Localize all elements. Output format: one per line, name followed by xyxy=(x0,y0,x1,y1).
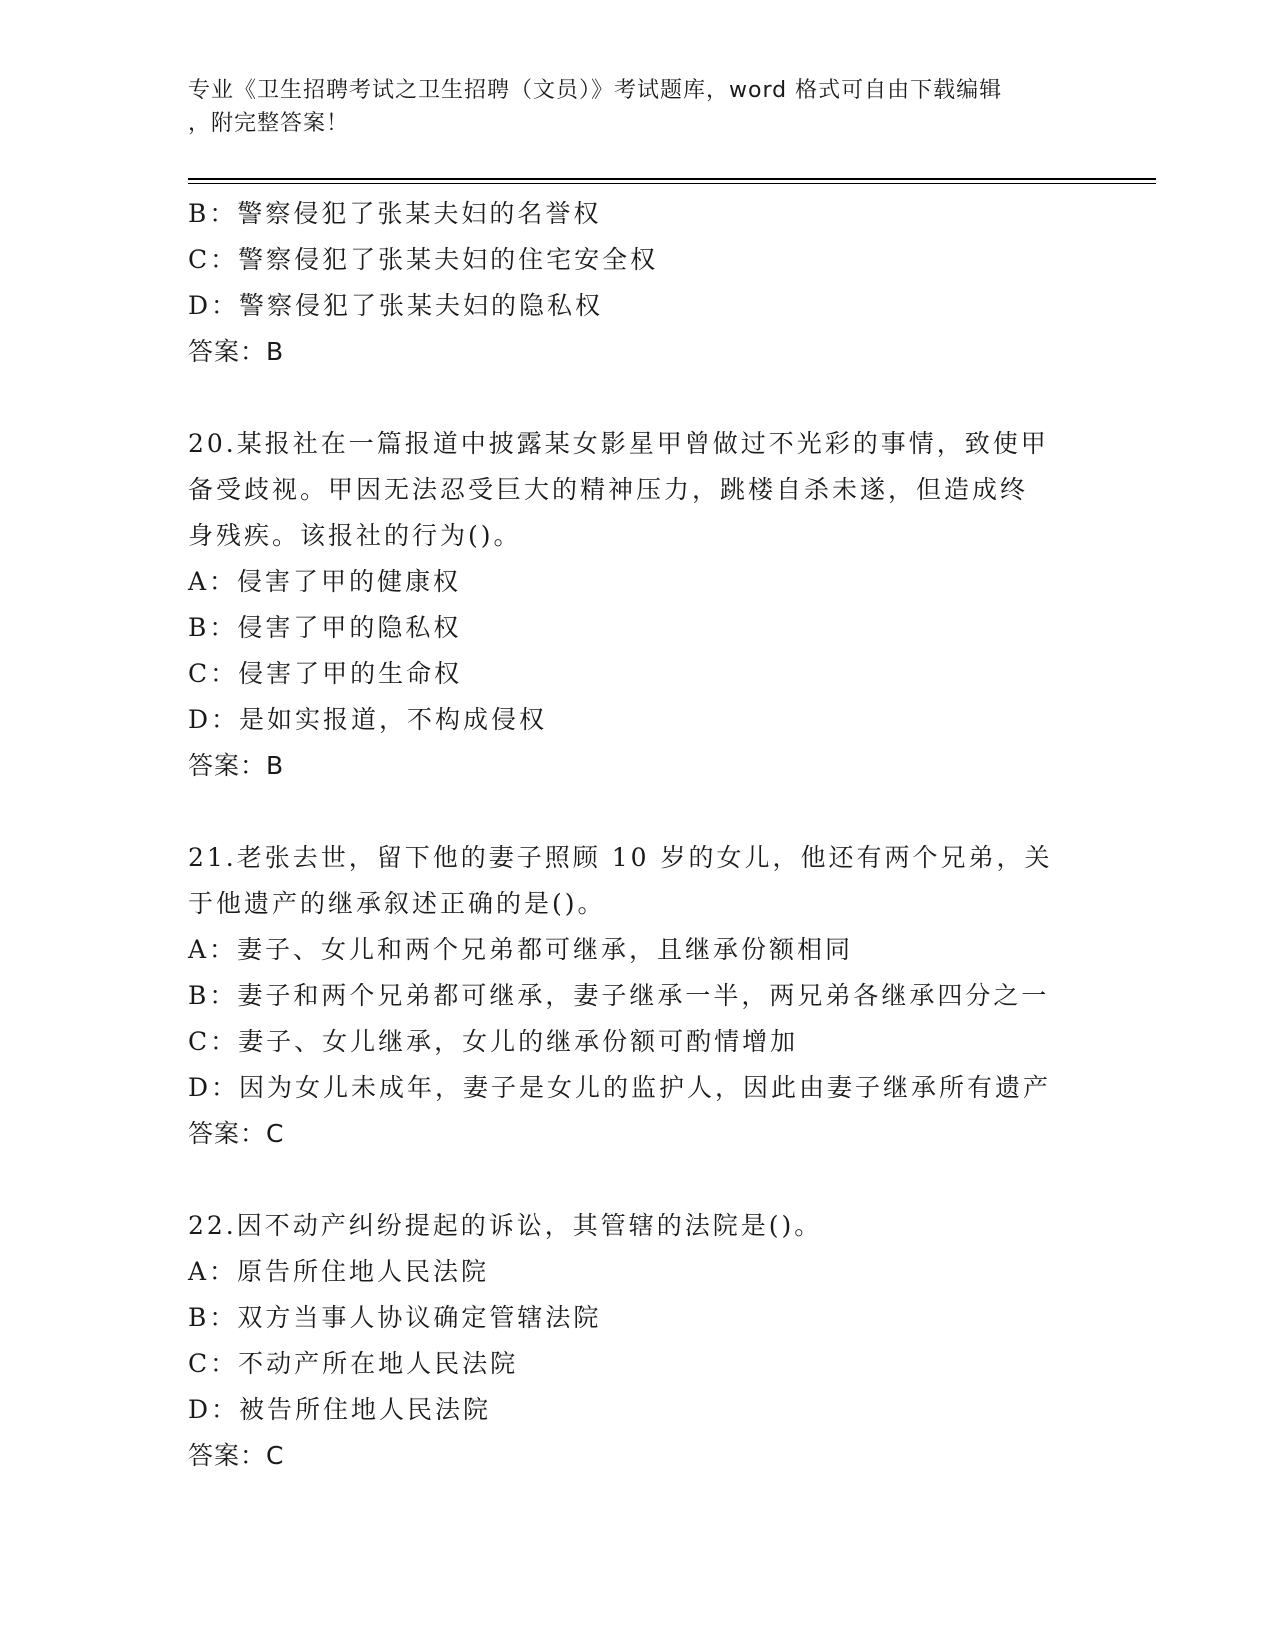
option-d: D：警察侵犯了张某夫妇的隐私权 xyxy=(188,291,604,320)
question-gap xyxy=(188,789,1088,835)
question-stem-line: 22.因不动产纠纷提起的诉讼，其管辖的法院是()。 xyxy=(188,1211,823,1240)
question-20 xyxy=(188,421,1088,789)
option-d: D：是如实报道，不构成侵权 xyxy=(188,705,548,734)
header-line-1: 专业《卫生招聘考试之卫生招聘（文员）》考试题库，word 格式可自由下载编辑 xyxy=(188,78,1003,103)
question-stem-line: 20.某报社在一篇报道中披露某女影星甲曾做过不光彩的事情，致使甲 xyxy=(188,429,1049,458)
option-c: C：不动产所在地人民法院 xyxy=(188,1349,519,1378)
header-line-2: ，附完整答案！ xyxy=(188,111,350,136)
question-stem-line: 身残疾。该报社的行为()。 xyxy=(188,521,522,550)
question-stem-line: 21.老张去世，留下他的妻子照顾 10 岁的女儿，他还有两个兄弟，关 xyxy=(188,843,1053,872)
option-a: A：侵害了甲的健康权 xyxy=(188,567,462,596)
question-list xyxy=(188,191,1088,1479)
question-stem-line: 备受歧视。甲因无法忍受巨大的精神压力，跳楼自杀未遂，但造成终 xyxy=(188,475,1029,504)
option-a: A：原告所住地人民法院 xyxy=(188,1257,490,1286)
question-gap xyxy=(188,375,1088,421)
answer-line: 答案：C xyxy=(188,1119,285,1148)
answer-line: 答案：C xyxy=(188,1441,285,1470)
question-19-continued xyxy=(188,191,1088,375)
option-b: B：双方当事人协议确定管辖法院 xyxy=(188,1303,602,1332)
answer-line: 答案：B xyxy=(188,337,285,366)
option-c: C：妻子、女儿继承，女儿的继承份额可酌情增加 xyxy=(188,1027,799,1056)
header-divider-thin xyxy=(188,183,1156,184)
question-gap xyxy=(188,1157,1088,1203)
option-d: D：因为女儿未成年，妻子是女儿的监护人，因此由妻子继承所有遗产 xyxy=(188,1073,1052,1102)
document-header xyxy=(188,74,1088,140)
question-22 xyxy=(188,1203,1088,1479)
option-b: B：警察侵犯了张某夫妇的名誉权 xyxy=(188,199,602,228)
option-c: C：侵害了甲的生命权 xyxy=(188,659,463,688)
option-b: B：侵害了甲的隐私权 xyxy=(188,613,462,642)
header-divider-thick xyxy=(188,178,1156,180)
option-b: B：妻子和两个兄弟都可继承，妻子继承一半，两兄弟各继承四分之一 xyxy=(188,981,1050,1010)
question-stem-line: 于他遗产的继承叙述正确的是()。 xyxy=(188,889,606,918)
option-d: D：被告所住地人民法院 xyxy=(188,1395,492,1424)
question-21 xyxy=(188,835,1088,1157)
option-c: C：警察侵犯了张某夫妇的住宅安全权 xyxy=(188,245,659,274)
option-a: A：妻子、女儿和两个兄弟都可继承，且继承份额相同 xyxy=(188,935,854,964)
answer-line: 答案：B xyxy=(188,751,285,780)
